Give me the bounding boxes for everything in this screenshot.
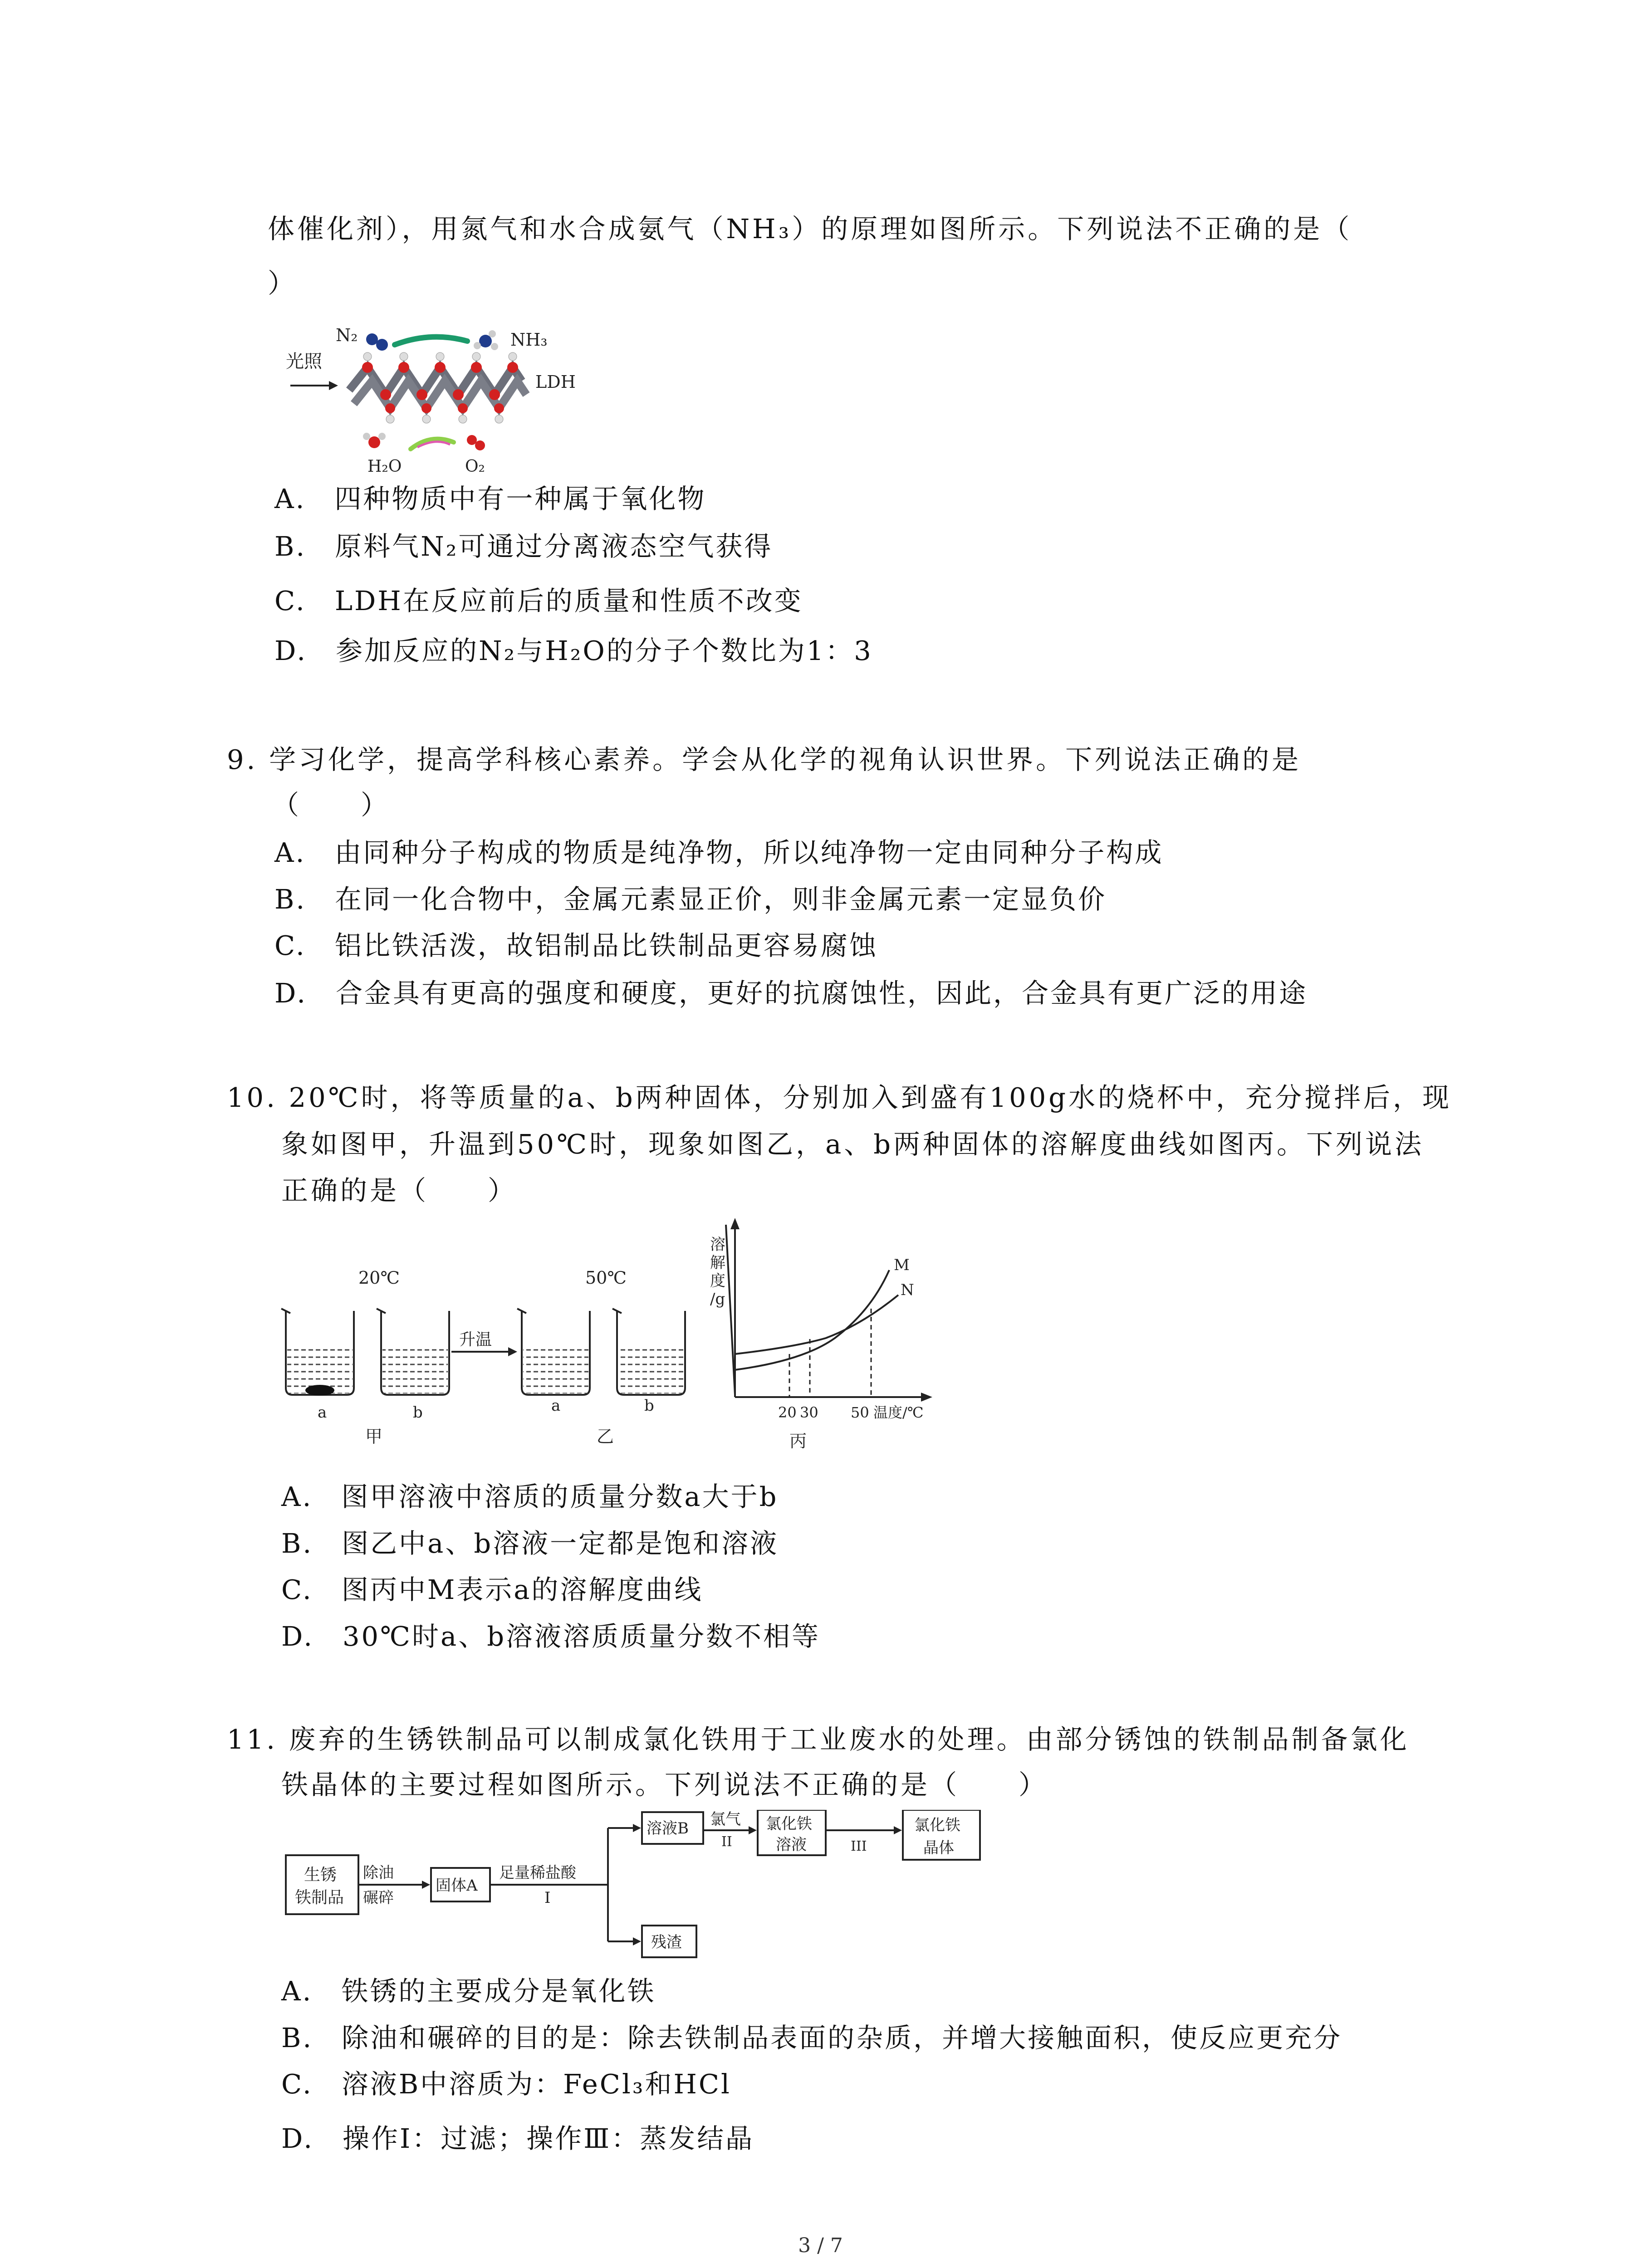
svg-text:溶液: 溶液 (776, 1836, 807, 1854)
q10-stem-line2: 象如图甲，升温到50℃时，现象如图乙，a、b两种固体的溶解度曲线如图丙。下列说法 (281, 1129, 1425, 1160)
h2o-molecule-icon (368, 436, 380, 448)
ldh-lattice-icon (349, 352, 526, 423)
q10-option-b[interactable]: B. 图乙中a、b溶液一定都是饱和溶液 (281, 1528, 779, 1559)
q10-option-d[interactable]: D. 30℃时a、b溶液溶质质量分数不相等 (281, 1621, 821, 1652)
tick-20: 20 (778, 1404, 797, 1421)
curve-m (735, 1270, 889, 1370)
svg-text:足量稀盐酸: 足量稀盐酸 (499, 1864, 576, 1882)
q8-option-c[interactable]: C. LDH在反应前后的质量和性质不改变 (274, 585, 803, 616)
q10-yi-a: a (551, 1397, 561, 1415)
q9-option-a[interactable]: A. 由同种分子构成的物质是纯净物，所以纯净物一定由同种分子构成 (274, 837, 1164, 868)
curve-m-label: M (894, 1256, 910, 1274)
q8-option-b[interactable]: B. 原料气N₂可通过分离液态空气获得 (274, 531, 773, 562)
beaker-a-jia-icon (281, 1309, 354, 1396)
q11-stem-line1: 11. 废弃的生锈铁制品可以制成氯化铁用于工业废水的处理。由部分锈蚀的铁制品制备氯化 (227, 1724, 1410, 1755)
beaker-b-yi-icon (612, 1309, 685, 1395)
q8-option-a[interactable]: A. 四种物质中有一种属于氧化物 (274, 483, 706, 514)
q11-option-b[interactable]: B. 除油和碾碎的目的是：除去铁制品表面的杂质，并增大接触面积，使反应更充分 (281, 2022, 1342, 2053)
tick-50: 50 (851, 1404, 869, 1421)
q10-jia-a: a (318, 1403, 327, 1422)
x-axis-label: 温度/℃ (873, 1404, 924, 1421)
q10-option-c[interactable]: C. 图丙中M表示a的溶解度曲线 (281, 1574, 703, 1605)
svg-text:氯化铁: 氯化铁 (766, 1815, 812, 1833)
q8-fig-light-label: 光照 (286, 351, 322, 372)
q11-option-d[interactable]: D. 操作Ⅰ：过滤；操作Ⅲ：蒸发结晶 (281, 2123, 754, 2154)
q8-ldh-figure (281, 313, 626, 481)
n2-molecule-icon (366, 333, 378, 345)
q9-stem-line1: 9. 学习化学，提高学科核心素养。学会从化学的视角认识世界。下列说法正确的是 (227, 744, 1302, 775)
svg-text:I: I (544, 1889, 551, 1907)
q10-option-a[interactable]: A. 图甲溶液中溶质的质量分数a大于b (281, 1481, 779, 1512)
q8-stem-line1: 体催化剂），用氮气和水合成氨气（NH₃）的原理如图所示。下列说法不正确的是（ (268, 213, 1352, 244)
tick-30: 30 (800, 1404, 818, 1421)
q11-option-c[interactable]: C. 溶液B中溶质为：FeCl₃和HCl (281, 2068, 731, 2100)
svg-text:除油: 除油 (363, 1864, 394, 1882)
q11-stem-line2: 铁晶体的主要过程如图所示。下列说法不正确的是（ ） (281, 1769, 1048, 1800)
q10-label-jia: 甲 (365, 1427, 383, 1447)
q9-stem-line2: （ ） (272, 789, 391, 821)
y-label-3: 度 (710, 1272, 725, 1290)
q10-temp-20: 20℃ (358, 1268, 400, 1288)
q8-fig-n2-label: N₂ (336, 325, 358, 345)
svg-text:固体A: 固体A (436, 1877, 478, 1895)
svg-text:氯气: 氯气 (710, 1810, 741, 1828)
curve-n (735, 1295, 898, 1354)
beaker-a-yi-icon (517, 1309, 590, 1395)
q9-option-b[interactable]: B. 在同一化合物中，金属元素显正价，则非金属元素一定显负价 (274, 884, 1107, 915)
q8-fig-nh3-label: NH₃ (510, 330, 548, 350)
svg-text:II: II (721, 1834, 732, 1850)
solubility-chart (710, 1218, 932, 1451)
o2-molecule-icon (467, 435, 477, 445)
q11-flowchart (281, 1810, 1025, 1960)
curve-n-label: N (901, 1281, 914, 1299)
svg-text:生锈: 生锈 (304, 1866, 337, 1884)
svg-text:溶液B: 溶液B (647, 1819, 689, 1838)
q10-stem-line1: 10. 20℃时，将等质量的a、b两种固体，分别加入到盛有100g水的烧杯中，充分搅拌后，现 (227, 1082, 1452, 1113)
svg-text:碾碎: 碾碎 (363, 1889, 394, 1907)
svg-text:III: III (851, 1838, 867, 1854)
q9-option-d[interactable]: D. 合金具有更高的强度和硬度，更好的抗腐蚀性，因此，合金具有更广泛的用途 (274, 978, 1308, 1009)
green-arrow-icon (395, 337, 467, 345)
nh3-molecule-icon (479, 335, 492, 347)
q10-yi-b: b (644, 1397, 654, 1415)
q10-temp-50: 50℃ (585, 1268, 627, 1288)
svg-text:铁制品: 铁制品 (295, 1888, 344, 1907)
q10-stem-line3: 正确的是（ ） (281, 1175, 518, 1206)
svg-text:晶体: 晶体 (923, 1839, 954, 1857)
q9-option-c[interactable]: C. 铝比铁活泼，故铝制品比铁制品更容易腐蚀 (274, 930, 878, 961)
y-label-2: 解 (710, 1254, 725, 1272)
q10-heat-label: 升温 (459, 1330, 492, 1349)
q8-fig-ldh-label: LDH (535, 372, 576, 392)
page-number: 3 / 7 (798, 2234, 843, 2257)
svg-text:残渣: 残渣 (651, 1933, 682, 1951)
svg-text:氯化铁: 氯化铁 (914, 1816, 960, 1834)
q11-option-a[interactable]: A. 铁锈的主要成分是氧化铁 (281, 1975, 656, 2007)
q10-jia-b: b (413, 1403, 423, 1422)
q8-fig-h2o-label: H₂O (367, 457, 402, 476)
q8-fig-o2-label: O₂ (465, 457, 485, 476)
q10-label-bing: 丙 (789, 1431, 807, 1451)
q10-figure (272, 1216, 953, 1470)
y-label-4: /g (710, 1290, 725, 1308)
q10-label-yi: 乙 (597, 1427, 614, 1447)
q8-stem-line2: ） (268, 268, 298, 299)
q8-option-d[interactable]: D. 参加反应的N₂与H₂O的分子个数比为1：3 (274, 635, 873, 666)
y-label-1: 溶 (710, 1236, 725, 1254)
beaker-b-jia-icon (377, 1309, 449, 1395)
